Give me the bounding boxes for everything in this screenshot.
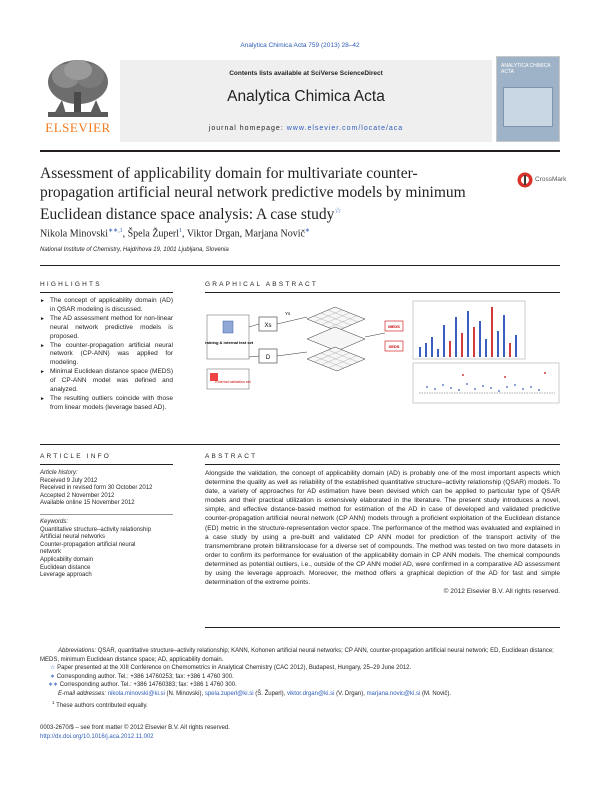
graphical-abstract-heading: GRAPHICAL ABSTRACT [205, 281, 319, 288]
abbreviations-note [40, 647, 560, 664]
homepage-link[interactable]: www.elsevier.com/locate/aca [286, 125, 404, 132]
author-marks[interactable]: ∗ [304, 228, 310, 234]
crossmark-label: CrossMark [535, 176, 567, 183]
elsevier-logo[interactable] [40, 56, 116, 138]
author-marks[interactable]: 1 [179, 228, 182, 234]
article-title-text: Assessment of applicability domain for multivariate counter-propagation artificial neural network predictive models by minimum Euclidean distance space analysis: A case study [40, 165, 466, 224]
keyword-item: Artificial neural networks [40, 534, 106, 541]
keywords [40, 519, 190, 580]
highlight-item: ► The AD assessment method for non-linear neural network predictive models is proposed. [40, 315, 173, 342]
email-label: E-mail addresses: [58, 690, 107, 697]
article-history [40, 470, 200, 508]
issn-line: 0003-2670/$ – see front matter © 2012 Elsevier B.V. All rights reserved. [40, 725, 230, 731]
doi-link[interactable]: http://dx.doi.org/10.1016/j.aca.2012.11.002 [40, 733, 154, 740]
abstract-copyright: © 2012 Elsevier B.V. All rights reserved. [443, 588, 560, 596]
author-marks[interactable]: ∗∗,1 [108, 228, 123, 234]
journal-homepage [120, 125, 492, 132]
homepage-label: journal homepage: [208, 125, 287, 132]
journal-reference[interactable]: Analytica Chimica Acta 759 (2013) 28–42 [240, 42, 360, 49]
history-label: Article history: [40, 470, 78, 476]
ga-xeds-label: XEDS [388, 344, 400, 349]
keyword-item: Quantitative structure–activity relationship [40, 526, 152, 533]
highlights-list [40, 297, 173, 413]
ga-external-label: External validation set [215, 380, 251, 384]
divider [40, 464, 173, 465]
crossmark-icon [517, 172, 533, 188]
publisher-logo-text: ELSEVIER [45, 120, 111, 135]
history-item: Accepted 2 November 2012 [40, 492, 115, 499]
abbreviations-text: QSAR, quantitative structure–activity relationship; KANN, Kohonen artificial neural networks; CP ANN, counter-propagation artificial neural network; ED, Euclidean distance; MEDS, minimum Euclidean distance space; AD, applicability domain. [40, 648, 554, 663]
ga-xs-label: Xs [264, 323, 272, 329]
affiliation: National Institute of Chemistry, Hajdrihova 19, 1001 Ljubljana, Slovenia [40, 247, 229, 253]
author-name: Viktor Drgan [186, 228, 240, 240]
email-link[interactable]: viktor.drgan@ki.si [286, 690, 335, 697]
author-name: Špela Župerl [127, 228, 179, 240]
highlight-item: ► The resulting outliers coincide with those from linear models (leverage based AD). [40, 395, 173, 413]
author-name: Nikola Minovski [40, 228, 109, 240]
cover-title: ANALYTICA CHIMICA ACTA [501, 63, 551, 75]
divider [40, 265, 560, 266]
author-list: Nikola Minovski$^{∗∗,1}$, Špela Župerl$^1$, Viktor Drgan, Marjana Novič∗ [40, 228, 310, 240]
email-link[interactable]: marjana.novic@ki.si [366, 690, 421, 697]
author-name: Marjana Novič [244, 228, 305, 240]
divider [40, 514, 173, 515]
ga-training-label: Training & internal test set [205, 340, 254, 345]
divider [40, 444, 560, 445]
highlight-item: ► The counter-propagation artificial neural network (CP-ANN) was applied for modeling. [40, 342, 173, 369]
highlight-item: ► The concept of applicability domain (AD) in QSAR modeling is discussed. [40, 297, 173, 315]
article-title [40, 165, 480, 225]
history-item: Received in revised form 30 October 2012 [40, 485, 153, 492]
email-link[interactable]: spela.zuperl@ki.si [204, 690, 254, 697]
abbreviations-label: Abbreviations: [58, 648, 97, 654]
divider [40, 292, 173, 293]
corresponding-note: ∗∗ Corresponding author. Tel.: +386 14760383; fax: +386 1 4760 300. [48, 682, 237, 689]
email-link[interactable]: nikola.minovski@ki.si [107, 690, 165, 697]
issn-block [40, 724, 230, 742]
equal-contribution-note: $^1$ These authors contributed equally. [52, 699, 148, 709]
divider [205, 627, 560, 628]
ga-meds-label: MEDS [388, 324, 400, 329]
history-item: Available online 15 November 2012 [40, 500, 135, 507]
divider [205, 464, 560, 465]
crossmark-badge[interactable] [517, 172, 569, 188]
keyword-item: Counter-propagation artificial neural network [40, 541, 136, 556]
journal-title[interactable]: Analytica Chimica Acta [227, 88, 385, 105]
highlight-item: ► Minimal Euclidean distance space (MEDS) of CP-ANN model was defined and analyzed. [40, 368, 173, 395]
contents-prefix: Contents lists available at [229, 70, 311, 77]
title-footnote-mark[interactable]: ☆ [334, 206, 342, 215]
keyword-item: Leverage approach [40, 572, 92, 579]
article-info-heading: ARTICLE INFO [40, 453, 112, 460]
keywords-label: Keywords: [40, 519, 69, 525]
sciencedirect-link[interactable]: SciVerse ScienceDirect [310, 70, 383, 77]
corresponding-note: ∗ Corresponding author. Tel.: +386 14760253; fax: +386 1 4760 300. [50, 673, 234, 680]
keyword-item: Applicability domain [40, 556, 94, 563]
graphical-abstract-figure[interactable] [205, 297, 560, 417]
footnotes [40, 647, 560, 710]
keyword-item: Euclidean distance [40, 564, 91, 571]
ga-d-label: D [265, 355, 271, 361]
abstract-text: Alongside the validation, the concept of applicability domain (AD) is probably one of the most important aspects which determine the quality as well as reliability of the established quantitative structure–activity relationship (QSAR) models. To date, a variety of approaches for AD estimation have been devised which can be applied to particular type of QSAR models and their practical utilization is extensively elaborated in the literature. The present study introduces a novel, simple, and effective distance-based method for estimation of the AD in case of developed and validated predictive counter-propagation artificial neural network (CP ANN) models through a proficient exploitation of the Euclidean distance (ED) metric in the structure-representation vector space. The performance of the method was evaluated and explained in a case study by using a pre-built and validated CP ANN model for prediction of the transport activity of the transmembrane protein bilitranslocase for a diverse set of compounds. The method was tested on two more datasets in order to confirm its performance for evaluation of the applicability domain in CP ANN models. The chemical compounds determined as potential outliers, i.e., outside of the CP ANN model AD, were confirmed in a comparative AD assessment by using the leverage approach. Moreover, the method offers a graphical depiction of the AD for fast and simple determination of the extreme points. [205, 470, 560, 587]
contents-line [120, 70, 492, 77]
abstract-body [205, 469, 560, 596]
journal-cover-thumbnail[interactable] [496, 56, 560, 142]
highlights-heading: HIGHLIGHTS [40, 281, 102, 288]
divider [205, 292, 560, 293]
ga-ys-label: Ys [285, 311, 291, 316]
abstract-heading: ABSTRACT [205, 453, 258, 460]
header-rule [40, 150, 560, 152]
history-item: Received 9 July 2012 [40, 477, 98, 484]
graphical-abstract-diagram [205, 297, 560, 417]
paper-note: ☆ Paper presented at the XIII Conference on Chemometrics in Analytical Chemistry (CAC 2012), Budapest, Hungary, 25–29 June 2012. [50, 665, 412, 672]
email-addresses: E-mail addresses: nikola.minovski@ki.si (N. Minovski), spela.zuperl@ki.si (Š. Župerl), viktor.drgan@ki.si (V. Drgan), marjana.novic@ki.si (M. Novič). [58, 690, 452, 697]
